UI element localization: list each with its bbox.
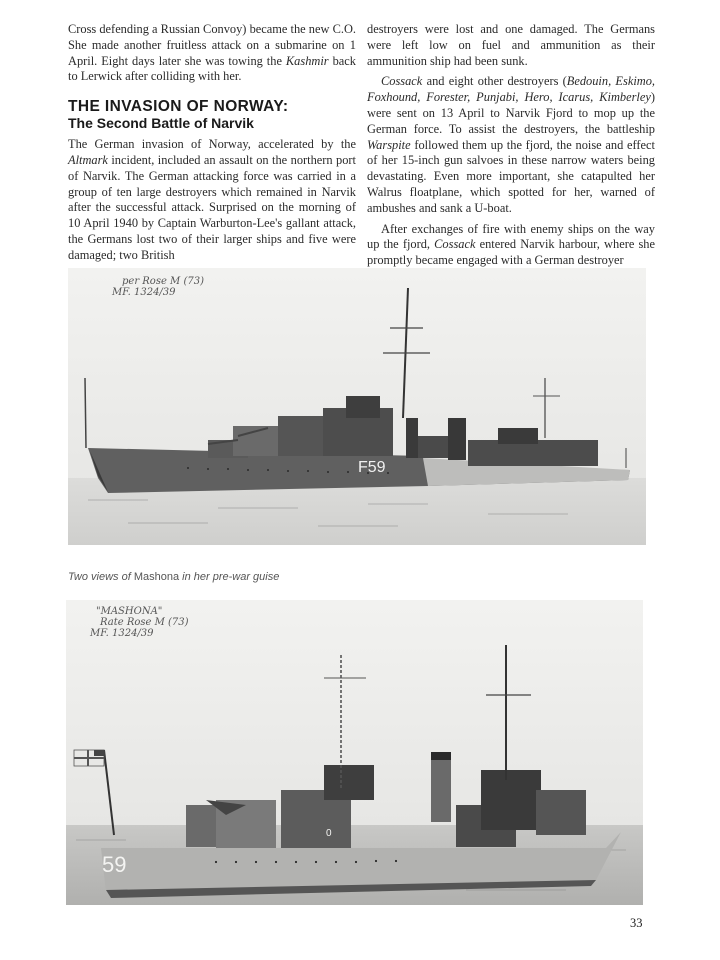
destroyer-illustration — [68, 268, 646, 545]
ship-photo-bow-view — [68, 268, 646, 545]
paragraph: destroyers were lost and one damaged. The Germans were left low on fuel and ammunition as their ammunition ship had been sunk. — [367, 22, 655, 68]
left-text-column — [68, 22, 356, 264]
paragraph: After exchanges of fire with enemy ships on the way up the fjord, Cossack entered Narvik harbour, where she promptly became engaged with a German destroyer — [367, 221, 655, 268]
paragraph: Cross defending a Russian Convoy) became the new C.O. She made another fruitless attack on a submarine on 1 April. Eight days later she was towing the Kashmir back to Lerwick after colliding with her. — [68, 22, 356, 84]
heading-title: THE INVASION OF NORWAY: — [68, 98, 289, 116]
handwritten-annotation: per Rose M (73) MF. 1324/39 — [112, 276, 205, 298]
pennant-number: F59 — [358, 459, 386, 476]
page-number: 33 — [630, 916, 643, 930]
photo-caption: Two views of Mashona in her pre-war guise — [68, 571, 280, 583]
right-text-column — [367, 22, 655, 269]
svg-text:0: 0 — [326, 828, 332, 839]
destroyer-illustration — [66, 600, 643, 905]
pennant-number: 59 — [102, 852, 127, 877]
heading-subtitle: The Second Battle of Narvik — [68, 115, 254, 132]
paragraph: The German invasion of Norway, accelerated by the Altmark incident, included an assault on the northern port of Narvik. The German attacking force was carried in a group of ten large destroyers which remained in Narvik after the successful attack. Surprised on the morning of 10 April 1940 by Captain Warburton-Lee's gallant attack, the Germans lost two of their larger ships and five were damaged; two British — [68, 137, 356, 262]
section-heading — [68, 98, 356, 131]
handwritten-annotation: "MASHONA" Rate Rose M (73) MF. 1324/39 — [90, 606, 189, 639]
ship-photo-stern-view — [66, 600, 643, 905]
paragraph: Cossack and eight other destroyers (Bedouin, Eskimo, Foxhound, Forester, Punjabi, Hero, Icarus, Kimberley) were sent on 13 April to Narvik Fjord to mop up the German force. To assist the destroyers, the battleship Warspite followed them up the fjord, the noise and effect of her 15-inch gun salvoes in these narrow waters being devastating. Even more important, she catapulted her Walrus floatplane, which spotted for her, warned of ambushes and sank a U-boat. — [367, 74, 656, 215]
